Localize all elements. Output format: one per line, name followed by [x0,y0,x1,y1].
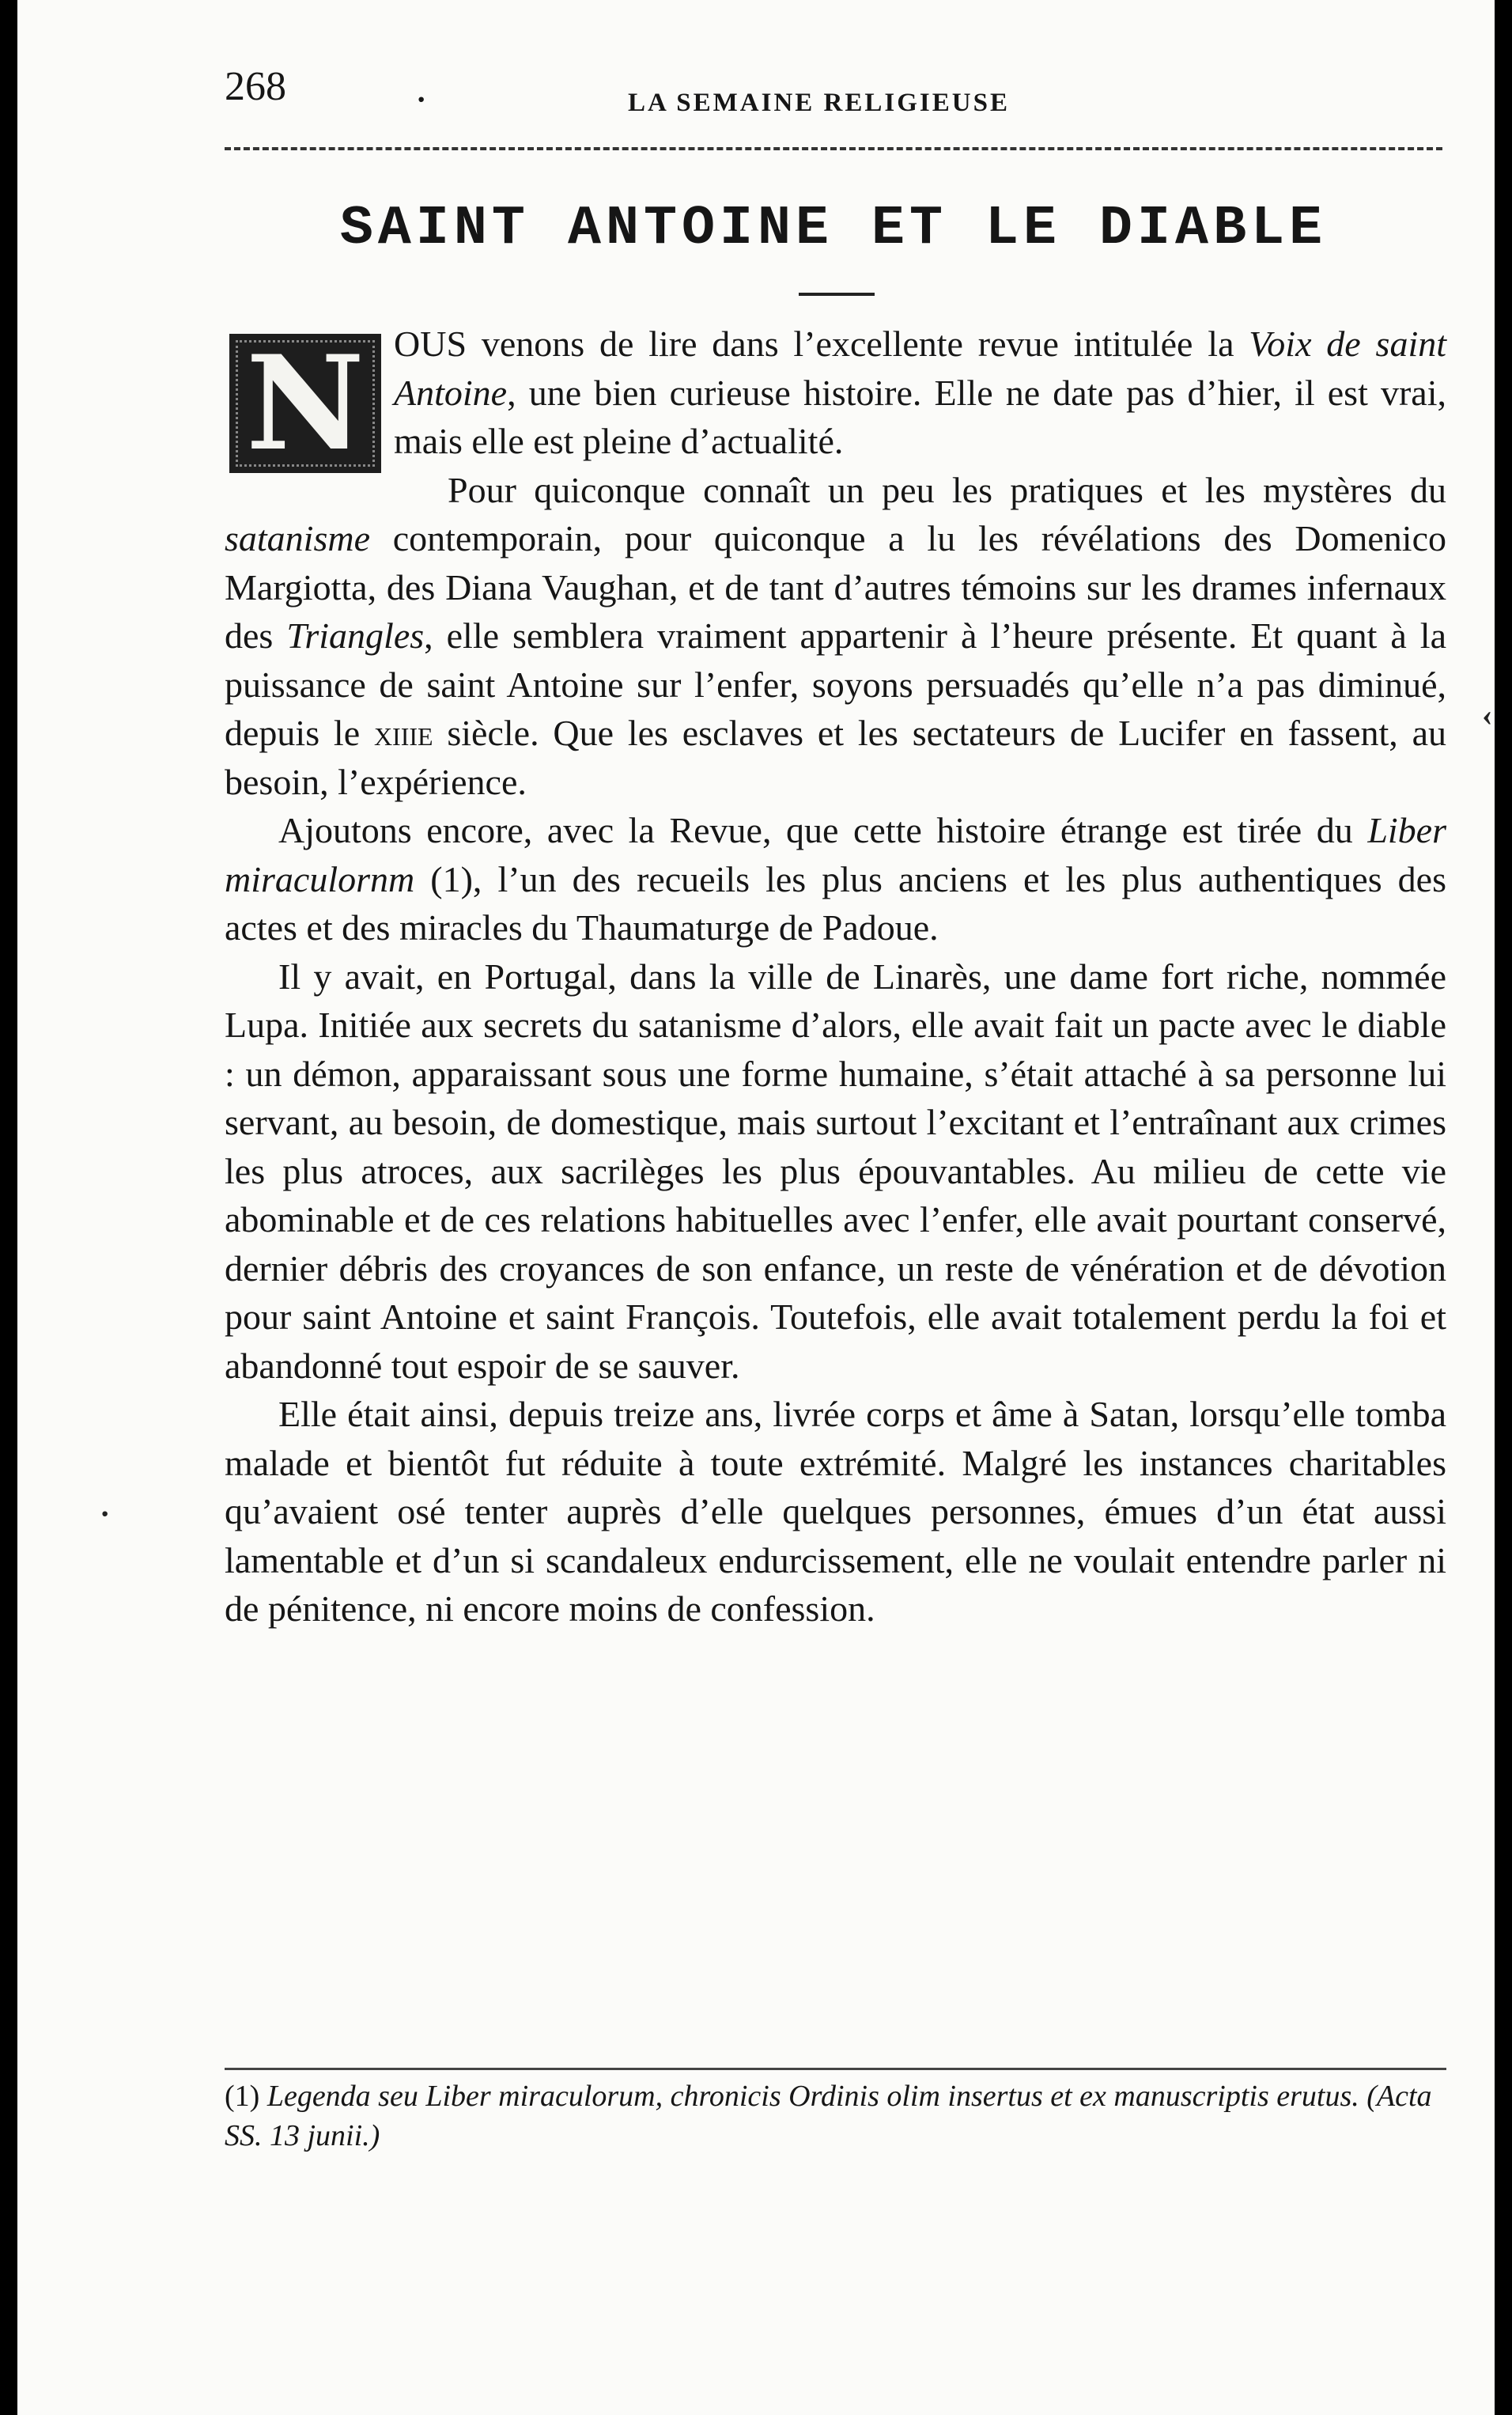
header-dot: · [416,81,427,117]
running-title: LA SEMAINE RELIGIEUSE [628,89,1010,117]
article-body [225,320,1446,1633]
p2-italic-1: satanisme [225,518,370,558]
page-header [225,57,1442,128]
footnote-ref: (Acta SS. 13 junii.) [225,2080,1432,2152]
p2-text-b: contemporain, pour quiconque a lu les révélations des Domenico Margiotta, des Diana Vaughan, et de tant d’autres témoins sur les drames infernaux des [225,518,1446,656]
header-rule [225,147,1442,150]
paragraph-4: Il y avait, en Portugal, dans la ville de Linarès, une dame fort riche, nommée Lupa. Initiée aux secrets du satanisme d’alors, elle avait fait un pacte avec le diable : un démon, apparaissant sous une forme humaine, s’était attaché à sa personne lui servant, au besoin, de domestique, mais surtout l’excitant et l’entraînant aux crimes les plus atroces, aux sacrilèges les plus épouvantables. Au milieu de cette vie abominable et de ces relations habituelles avec l’enfer, elle avait pourtant conservé, dernier débris des croyances de son enfance, un reste de vénération et de dévotion pour saint Antoine et saint François. Toutefois, elle avait totalement perdu la foi et abandonné tout espoir de se sauver. [225,956,1446,1386]
paragraph-1 [225,320,1446,479]
p1-text: OUS venons de lire dans l’excellente revue intitulée la [394,324,1249,364]
margin-dot: · [100,1496,111,1531]
paragraph-5: Elle était ainsi, depuis treize ans, livrée corps et âme à Satan, lorsqu’elle tomba malade et bientôt fut réduite à toute extrémité. Malgré les instances charitables qu’avaient osé tenter auprès d’elle quelques personnes, émues d’un état aussi lamentable et d’un si scandaleux endurcissement, elle ne voulait entendre parler ni de pénitence, ni encore moins de confession. [225,1394,1446,1629]
footnote-text: Legenda seu Liber miraculorum, chronicis Ordinis olim insertus et ex manuscriptis erutus. [266,2080,1359,2113]
margin-tick: ‹ [1482,697,1493,732]
article-title: SAINT ANTOINE ET LE DIABLE [339,198,1328,260]
footnote [225,2076,1442,2156]
p2-italic-2: Triangles [286,615,425,656]
footnote-rule [225,2068,1446,2070]
p2-text-c: , elle semblera vraiment appartenir à l’heure présente. Et quant à la puissance de saint Antoine sur l’enfer, soyons persuadés qu’elle n’a pas diminué, depuis le [225,615,1446,753]
paragraph-2 [225,466,1446,807]
p1-italic: Voix de saint Antoine [394,324,1446,413]
p2-text-a: Pour quiconque connaît un peu les pratiques et les mystères du [448,469,1446,510]
p2-text-d: siècle. Que les esclaves et les sectateurs de Lucifer en fassent, au besoin, l’expérience. [225,713,1447,802]
page-number: 268 [225,64,286,109]
book-page [17,0,1495,2415]
p2-century: xiiie [373,713,433,753]
drop-cap: N [229,334,381,473]
title-rule [799,293,875,296]
p3-text-a: Ajoutons encore, avec la Revue, que cette histoire étrange est tirée du [278,810,1368,850]
p3-italic: Liber miraculornm [225,810,1446,899]
paragraph-3 [225,806,1446,952]
footnote-marker: (1) [225,2080,260,2113]
p3-text-b: (1), l’un des recueils les plus anciens et les plus authentiques des actes et des miracles du Thaumaturge de Padoue. [225,858,1446,948]
p1-end: , une bien curieuse histoire. Elle ne date pas d’hier, il est vrai, mais elle est pleine d’actualité. [394,372,1446,461]
